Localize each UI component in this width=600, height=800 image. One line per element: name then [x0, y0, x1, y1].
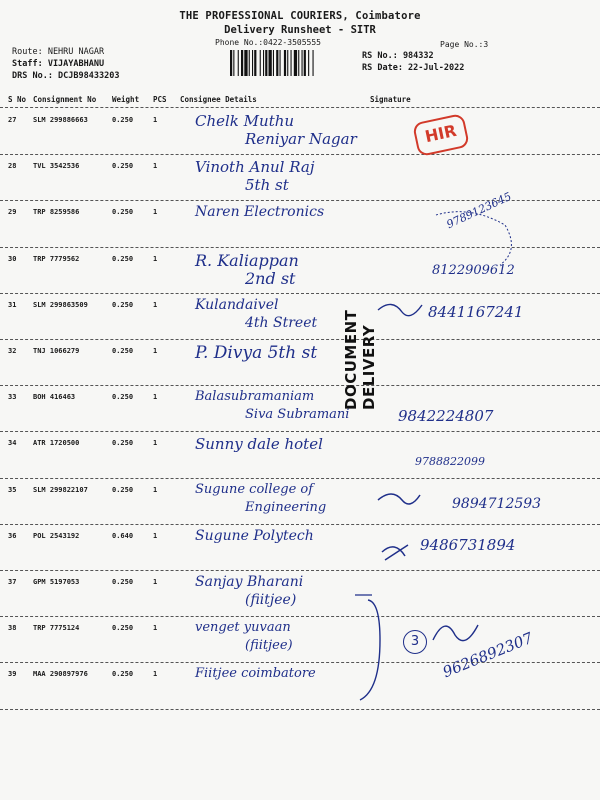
- row-pcs: 1: [153, 162, 158, 171]
- row-consignment-no: MAA 290897976: [33, 670, 88, 679]
- row-pcs: 1: [153, 578, 158, 586]
- row-weight: 0.250: [112, 485, 134, 494]
- row-sno: 39: [8, 670, 17, 679]
- row-weight: 0.250: [112, 208, 134, 217]
- row-sno: 29: [8, 208, 17, 217]
- col-consignee: Consignee Details: [180, 95, 257, 104]
- row-consignment-no: BOH 416463: [33, 393, 76, 402]
- row-sno: 38: [8, 624, 17, 633]
- row-consignee-line: (fiitjee): [245, 592, 297, 608]
- row-weight: 0.250: [112, 439, 134, 448]
- col-weight: Weight: [112, 95, 140, 104]
- company-title: THE PROFESSIONAL COURIERS, Coimbatore: [179, 10, 421, 22]
- row-consignee-line: Naren Electronics: [195, 204, 325, 221]
- row-signature: 9626892307: [440, 628, 536, 682]
- row-consignment-no: TNJ 1066279: [33, 347, 80, 355]
- row-weight: 0.250: [112, 393, 134, 402]
- staff-label: Staff: VIJAYABHANU: [12, 59, 105, 69]
- row-divider: [0, 524, 600, 525]
- row-sno: 35: [8, 485, 17, 494]
- row-divider: [0, 478, 600, 479]
- row-consignee-line: 5th st: [245, 176, 289, 195]
- row-divider: [0, 154, 600, 155]
- row-sno: 31: [8, 300, 17, 309]
- row-consignee-line: Vinoth Anul Raj: [195, 158, 315, 177]
- row-pcs: 1: [153, 485, 158, 494]
- row-weight: 0.250: [112, 624, 134, 633]
- row-consignee-line: Sugune Polytech: [195, 527, 314, 544]
- row-consignment-no: TRP 7775124: [33, 624, 80, 633]
- row-weight: 0.250: [112, 578, 134, 586]
- row-consignee-line: Sanjay Bharani: [195, 574, 304, 590]
- row-pcs: 1: [153, 208, 158, 217]
- row-divider: [0, 339, 600, 340]
- row-consignment-no: SLM 299822107: [33, 485, 88, 494]
- row-divider: [0, 570, 600, 571]
- col-consignment: Consignment No: [33, 95, 97, 104]
- runsheet-subtitle: Delivery Runsheet - SITR: [224, 24, 376, 36]
- row-consignee-line: Kulandaivel: [195, 296, 279, 313]
- row-consignee-line: Sunny dale hotel: [195, 435, 323, 454]
- row-divider: [0, 709, 600, 710]
- row-signature: 9789123645: [444, 190, 514, 232]
- row-consignee-line: Balasubramaniam: [195, 389, 315, 405]
- rs-date: RS Date: 22-Jul-2022: [362, 63, 465, 73]
- row-divider: [0, 616, 600, 617]
- header-rule: [0, 107, 600, 108]
- row-signature: 9486731894: [420, 535, 516, 554]
- row-weight: 0.250: [112, 670, 134, 679]
- row-consignment-no: GPM 5197053: [33, 578, 80, 586]
- row-divider: [0, 431, 600, 432]
- row-weight: 0.250: [112, 300, 134, 309]
- row-consignment-no: TRP 7779562: [33, 254, 80, 263]
- row-consignee-line: Siva Subramani: [245, 407, 350, 423]
- row-consignee-line: Sugune college of: [195, 481, 314, 497]
- row-sno: 30: [8, 254, 17, 263]
- row-pcs: 1: [153, 531, 158, 540]
- row-consignment-no: POL 2543192: [33, 531, 80, 540]
- row-consignment-no: SLM 299886663: [33, 116, 88, 124]
- row-weight: 0.250: [112, 116, 134, 124]
- row-sno: 28: [8, 162, 17, 171]
- row-signature: 9842224807: [398, 407, 494, 426]
- col-pcs: PCS: [153, 95, 167, 104]
- row-consignee-line: P. Divya 5th st: [195, 343, 318, 363]
- row-sno: 36: [8, 531, 17, 540]
- row-sno: 34: [8, 439, 17, 448]
- col-sno: S No: [8, 95, 27, 104]
- row-weight: 0.640: [112, 531, 134, 540]
- row-sno: 37: [8, 578, 17, 586]
- row-consignee-line: venget yuvaan: [195, 620, 291, 636]
- row-weight: 0.250: [112, 254, 134, 263]
- page-number: Page No.:3: [440, 40, 489, 49]
- red-handwritten-mark: HIR: [412, 113, 470, 157]
- phone-number: Phone No.:0422-3505555: [215, 38, 321, 47]
- row-pcs: 1: [153, 393, 158, 402]
- row-pcs: 1: [153, 347, 158, 355]
- row-sno: 33: [8, 393, 17, 402]
- row-sno: 27: [8, 116, 17, 124]
- row-pcs: 1: [153, 116, 158, 124]
- row-pcs: 1: [153, 670, 158, 679]
- rs-number: RS No.: 984332: [362, 51, 434, 61]
- row-consignee-line: (fiitjee): [245, 638, 293, 654]
- row-consignee-line: 2nd st: [245, 268, 296, 288]
- row-consignment-no: TVL 3542536: [33, 162, 80, 171]
- drs-number: DRS No.: DCJB98433203: [12, 71, 120, 81]
- row-divider: [0, 662, 600, 663]
- row-pcs: 1: [153, 624, 158, 633]
- row-consignee-line: Engineering: [245, 499, 327, 515]
- row-consignee-line: 4th Street: [245, 314, 318, 331]
- route-label: Route: NEHRU NAGAR: [12, 47, 105, 57]
- row-divider: [0, 247, 600, 248]
- row-pcs: 1: [153, 439, 158, 448]
- row-weight: 0.250: [112, 347, 134, 355]
- row-sno: 32: [8, 347, 17, 355]
- row-pcs: 1: [153, 300, 158, 309]
- row-signature: 8122909612: [432, 262, 515, 278]
- row-signature: 9894712593: [452, 495, 542, 512]
- row-pcs: 1: [153, 254, 158, 263]
- row-consignee-line: R. Kaliappan: [195, 250, 299, 270]
- col-signature: Signature: [370, 95, 411, 104]
- row-signature: 9788822099: [415, 455, 485, 469]
- row-consignee-line: Chelk Muthu: [195, 112, 295, 130]
- row-consignee-line: Reniyar Nagar: [245, 130, 357, 148]
- row-consignment-no: SLM 299863509: [33, 300, 88, 309]
- row-consignee-line: Fiitjee coimbatore: [195, 666, 316, 682]
- circled-number: 3: [403, 630, 427, 654]
- row-weight: 0.250: [112, 162, 134, 171]
- row-signature: 8441167241: [428, 302, 524, 321]
- row-consignment-no: ATR 1720500: [33, 439, 80, 448]
- barcode: [230, 50, 350, 76]
- row-divider: [0, 293, 600, 294]
- row-divider: [0, 385, 600, 386]
- document-delivery-stamp: DOCUMENT DELIVERY: [342, 309, 378, 410]
- row-consignment-no: TRP 8259586: [33, 208, 80, 217]
